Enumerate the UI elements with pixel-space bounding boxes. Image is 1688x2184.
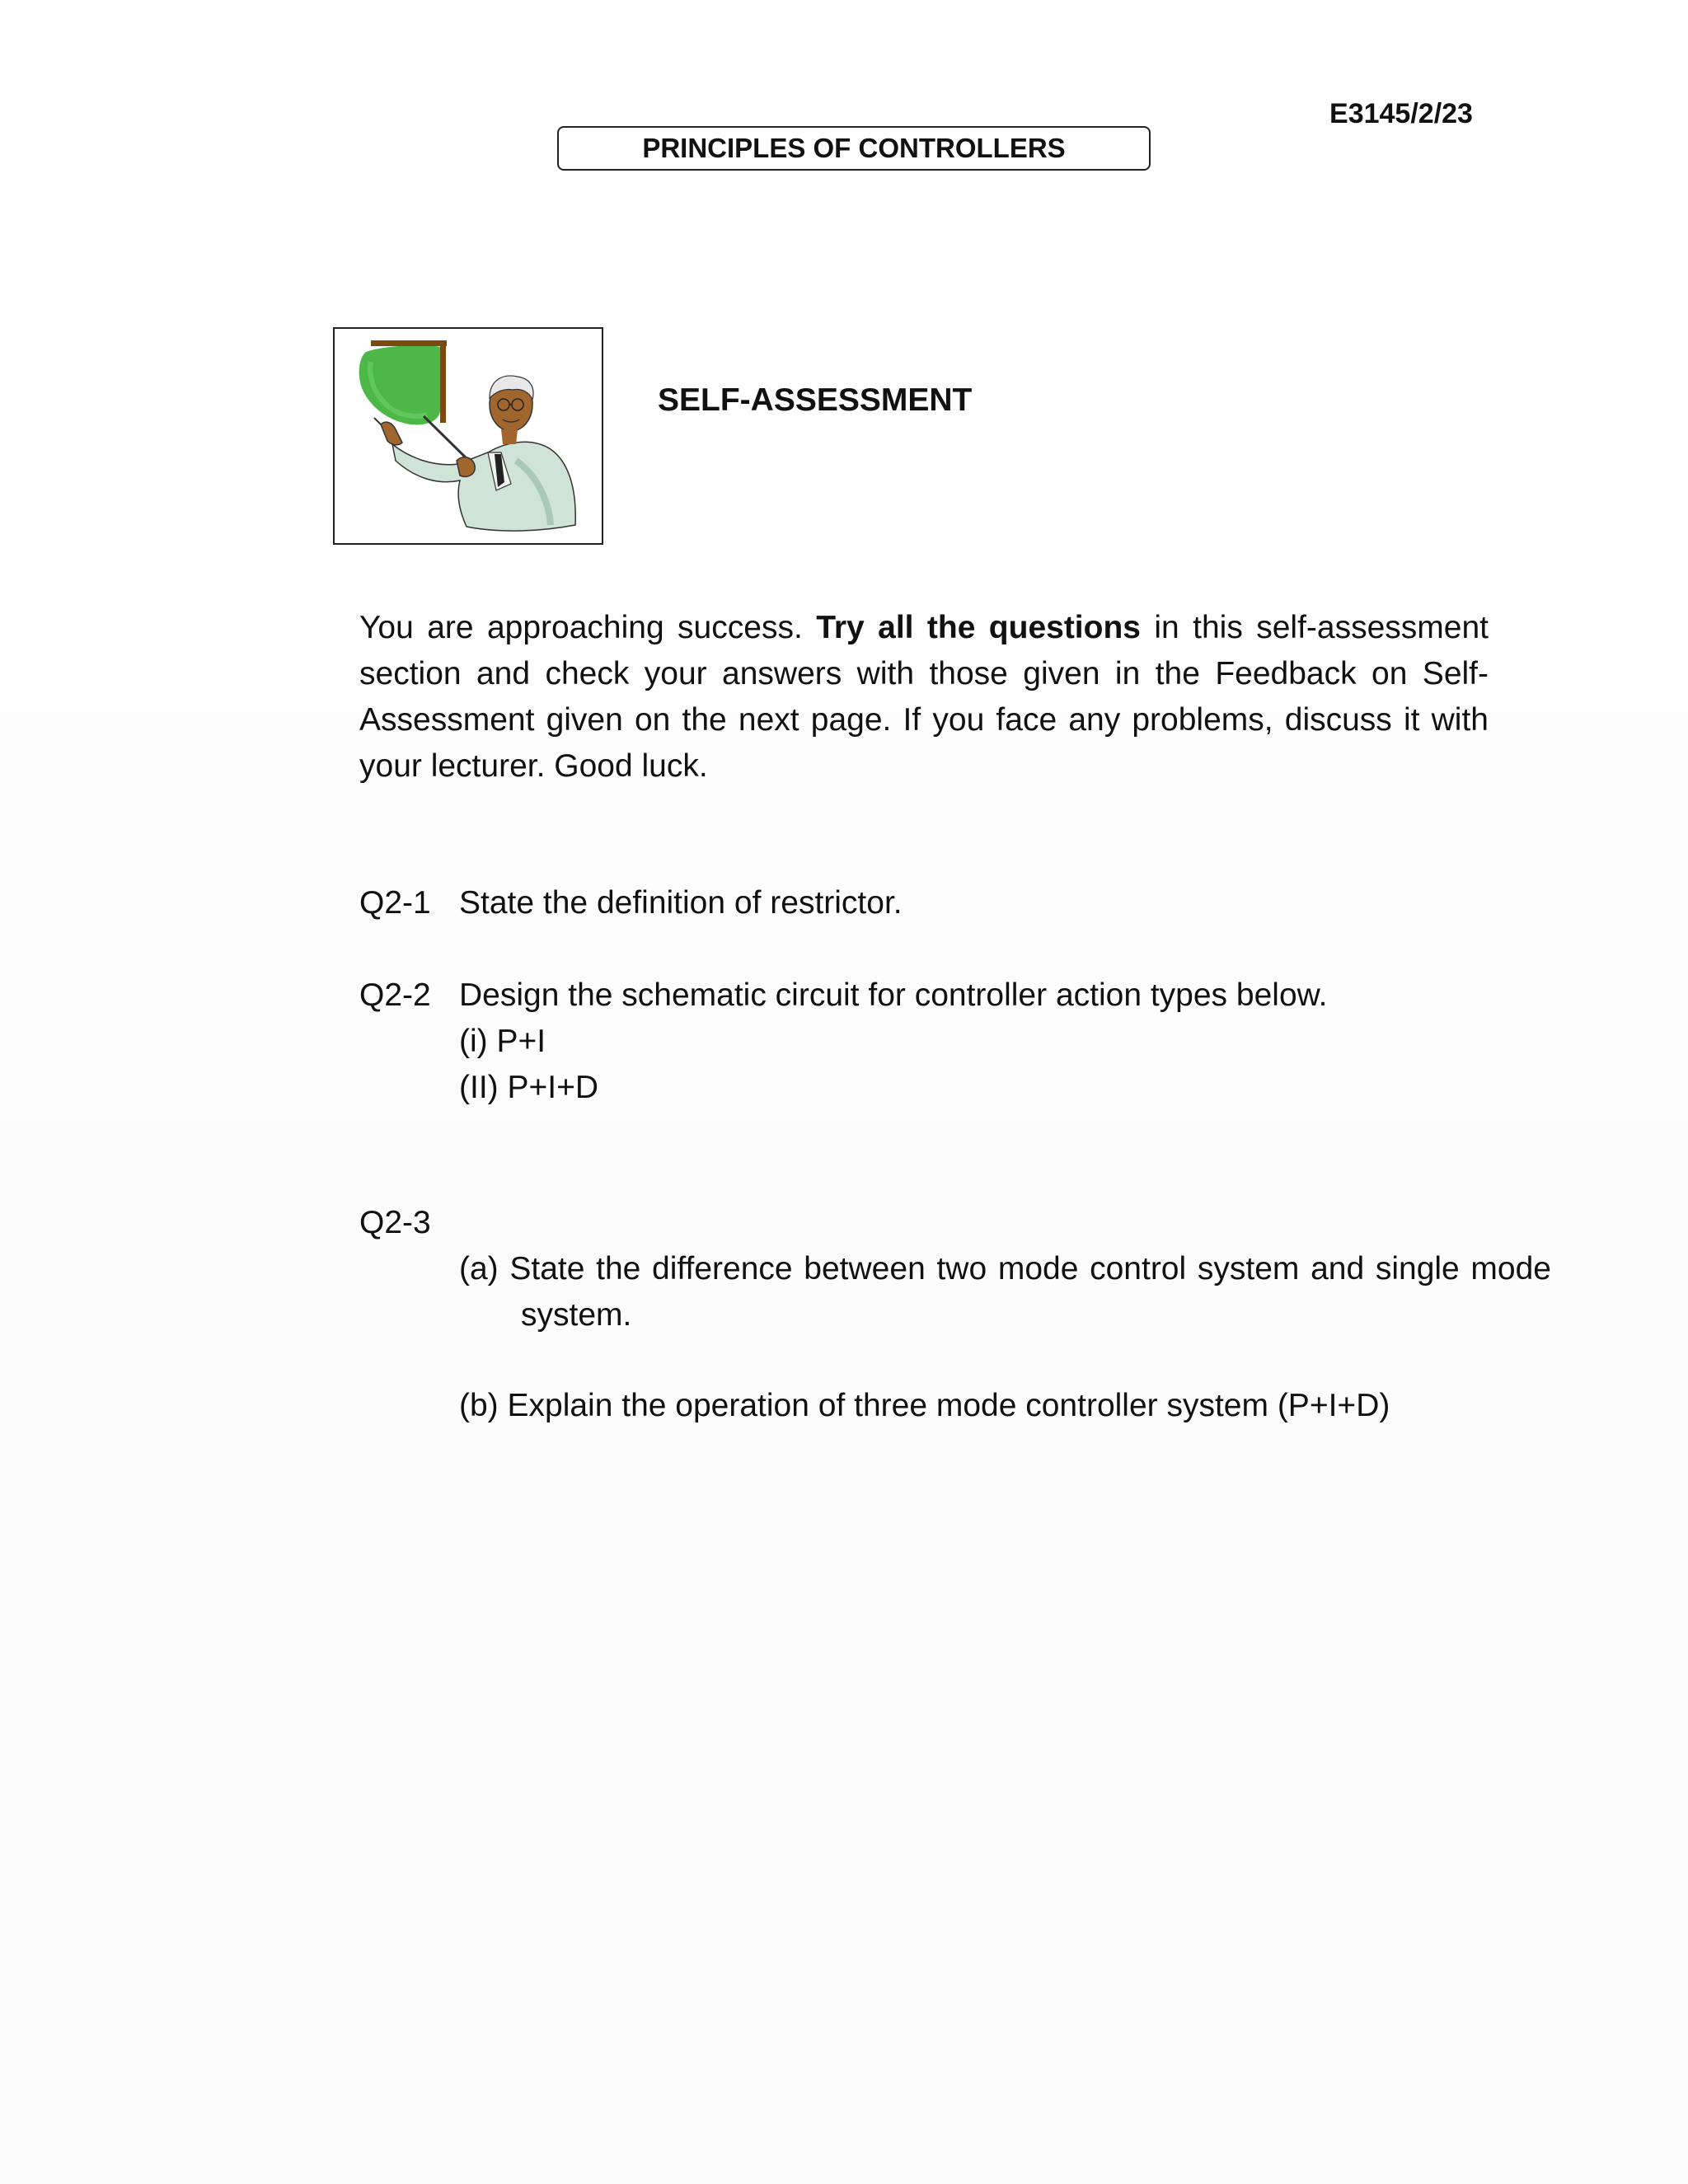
intro-paragraph xyxy=(359,605,1489,790)
question-number: Q2-2 xyxy=(359,977,431,1013)
question-text: Design the schematic circuit for controller action types below. xyxy=(459,977,1328,1013)
page-title: PRINCIPLES OF CONTROLLERS xyxy=(557,126,1151,171)
question-part-text: (b) Explain the operation of three mode controller system (P+I+D) xyxy=(459,1388,1390,1423)
intro-emphasis: Try all the questions xyxy=(816,610,1141,645)
intro-text-end: in this self-assessment section and check your answers with those given in the Feedback on Self-Assessment given on the next page. If you face any problems, discuss it with your lecturer. Good luck. xyxy=(359,610,1489,784)
question-item-text: (i) P+I xyxy=(459,1024,546,1059)
question-number: Q2-1 xyxy=(359,885,431,921)
section-heading: SELF-ASSESSMENT xyxy=(658,382,973,418)
question-text: State the definition of restrictor. xyxy=(459,885,903,921)
teacher-pointing-at-board-icon xyxy=(335,329,601,542)
clipart-frame xyxy=(333,327,603,545)
question-item-text: (II) P+I+D xyxy=(459,1070,599,1105)
intro-text-start: You are approaching success. xyxy=(359,610,817,645)
question-number: Q2-3 xyxy=(359,1205,431,1240)
question-part-text: (a) State the difference between two mode control system and single mode system. xyxy=(459,1251,1551,1333)
document-code: E3145/2/23 xyxy=(1329,98,1473,129)
